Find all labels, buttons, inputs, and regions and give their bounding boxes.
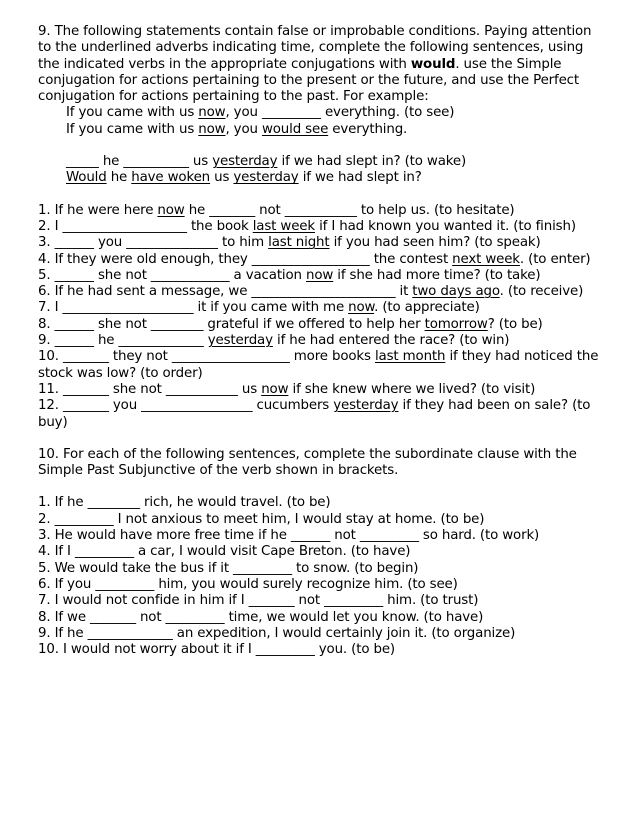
text-run: 2. I ___________________ the book — [38, 218, 253, 234]
exercise-10-items — [38, 495, 600, 658]
text-run: if they had been on sale? (to buy) — [38, 398, 591, 430]
example-1 — [38, 105, 600, 138]
text-run: 3. ______ you ______________ to him — [38, 235, 269, 251]
underlined-text: would see — [261, 121, 329, 137]
text-run: 6. If you _________ him, you would surely recognize him. (to see) — [38, 576, 458, 592]
bold-text: would — [410, 56, 456, 72]
example-line — [66, 154, 600, 170]
underlined-text: now — [198, 121, 226, 137]
text-run: 3. He would have more free time if he ______ not _________ so hard. (to work) — [38, 528, 540, 544]
underlined-text: tomorrow — [424, 316, 488, 332]
exercise-9-items — [38, 203, 600, 431]
underlined-text: next week — [452, 251, 520, 267]
exercise-10-header — [38, 447, 600, 480]
text-run: . (to enter) — [519, 251, 591, 267]
exercise-item — [38, 626, 600, 642]
exercise-item — [38, 300, 600, 316]
exercise-item — [38, 593, 600, 609]
underlined-text: last month — [374, 349, 446, 365]
text-run: 8. If we _______ not _________ time, we would let you know. (to have) — [38, 609, 484, 625]
exercise-item — [38, 268, 600, 284]
text-run: 1. If he ________ rich, he would travel. (to be) — [38, 495, 331, 511]
text-run: 5. We would take the bus if it _________ to snow. (to begin) — [38, 560, 419, 576]
text-run: . (to appreciate) — [374, 300, 480, 316]
underlined-text: now — [157, 202, 185, 218]
text-run: . (to receive) — [499, 284, 584, 300]
text-run: ? (to be) — [487, 316, 543, 332]
text-run: 10. I would not worry about it if I _________ you. (to be) — [38, 642, 395, 658]
text-run: 11. _______ she not ___________ us — [38, 381, 262, 397]
exercise-item — [38, 561, 600, 577]
underlined-text: Would — [66, 170, 107, 186]
text-run: 10. _______ they not __________________ more books — [38, 349, 375, 365]
text-run: if she had more time? (to take) — [333, 267, 541, 283]
example-line — [66, 170, 600, 186]
underlined-text: last week — [252, 218, 315, 234]
text-run: 6. If he had sent a message, we ______________________ it — [38, 284, 413, 300]
exercise-item — [38, 512, 600, 528]
text-run: . use the Simple conjugation for actions pertaining to the present or the future, and use the Perfect conjugation for actions pertaining to the past. For example: — [38, 56, 579, 105]
underlined-text: now — [198, 105, 226, 121]
text-run: 5. ______ she not ____________ a vacation — [38, 267, 306, 283]
exercise-10-instructions — [38, 447, 600, 480]
example-line — [66, 122, 600, 138]
text-run: if we had slept in? (to wake) — [277, 154, 467, 170]
text-run: if she knew where we lived? (to visit) — [288, 381, 536, 397]
text-run: 9. If he _____________ an expedition, I would certainly join it. (to organize) — [38, 625, 516, 641]
exercise-item — [38, 349, 600, 382]
text-run: 1. If he were here — [38, 202, 158, 218]
underlined-text: yesterday — [333, 398, 399, 414]
text-run: 2. _________ I not anxious to meet him, I would stay at home. (to be) — [38, 511, 485, 527]
exercise-item — [38, 203, 600, 219]
text-run: if they had noticed the stock was low? (to order) — [38, 349, 599, 381]
text-run: 10. For each of the following sentences, complete the subordinate clause with the Simple Past Subjunctive of the verb shown in brackets. — [38, 446, 577, 479]
exercise-9-instructions — [38, 24, 600, 105]
text-run: 7. I ____________________ it if you came with me — [38, 300, 349, 316]
exercise-item — [38, 398, 600, 431]
text-run: 4. If I _________ a car, I would visit Cape Breton. (to have) — [38, 544, 411, 560]
example-line — [66, 105, 600, 121]
text-run: _____ he __________ us — [66, 154, 213, 170]
exercise-item — [38, 382, 600, 398]
example-2 — [38, 154, 600, 187]
exercise-item — [38, 610, 600, 626]
exercise-item — [38, 642, 600, 658]
underlined-text: last night — [268, 235, 330, 251]
text-run: he — [106, 170, 132, 186]
underlined-text: have woken — [131, 170, 211, 186]
underlined-text: yesterday — [212, 154, 278, 170]
text-run: 12. _______ you _________________ cucumbers — [38, 398, 334, 414]
exercise-item — [38, 544, 600, 560]
text-run: 9. The following statements contain false or improbable conditions. Paying attention to the underlined adverbs indicating time, complete the following sentences, using the indicated verbs in the appropriate conjugations with — [38, 24, 592, 72]
exercise-item — [38, 577, 600, 593]
text-run: everything. — [328, 121, 408, 137]
underlined-text: two days ago — [412, 284, 500, 300]
text-run: if I had known you wanted it. (to finish) — [314, 218, 576, 234]
underlined-text: yesterday — [207, 333, 273, 349]
text-run: 7. I would not confide in him if I _______ not _________ him. (to trust) — [38, 593, 479, 609]
exercise-item — [38, 333, 600, 349]
exercise-item — [38, 495, 600, 511]
text-run: he _______ not ___________ to help us. (to hesitate) — [184, 202, 515, 218]
underlined-text: now — [348, 300, 375, 316]
text-run: if we had slept in? — [298, 170, 422, 186]
exercise-item — [38, 317, 600, 333]
exercise-item — [38, 528, 600, 544]
text-run: 4. If they were old enough, they __________________ the contest — [38, 251, 453, 267]
underlined-text: now — [305, 267, 334, 283]
text-run: If you came with us — [66, 121, 199, 137]
exercise-9-header — [38, 24, 600, 138]
text-run: , you — [225, 121, 262, 137]
underlined-text: yesterday — [233, 170, 299, 186]
text-run: 9. ______ he _____________ — [38, 333, 208, 349]
text-run: , you _________ everything. (to see) — [225, 105, 455, 121]
text-run: 8. ______ she not ________ grateful if we offered to help her — [38, 316, 425, 332]
exercise-item — [38, 235, 600, 251]
text-run: if you had seen him? (to speak) — [329, 235, 541, 251]
exercise-item — [38, 284, 600, 300]
text-run: if he had entered the race? (to win) — [272, 333, 510, 349]
text-run: If you came with us — [66, 105, 199, 121]
underlined-text: now — [261, 381, 289, 397]
text-run: us — [210, 170, 234, 186]
exercise-item — [38, 219, 600, 235]
exercise-item — [38, 252, 600, 268]
